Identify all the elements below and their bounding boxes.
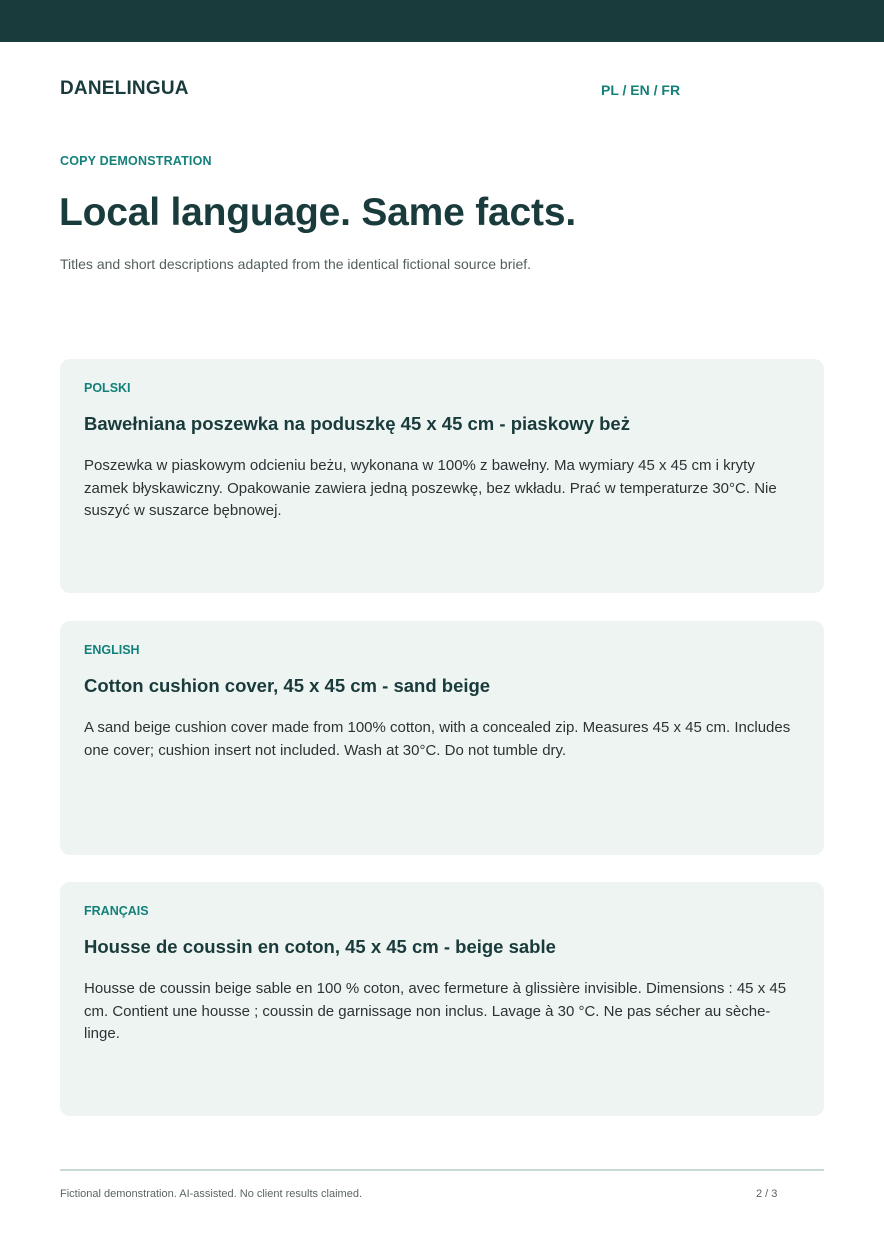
card-title: Housse de coussin en coton, 45 x 45 cm - beige sable [84, 936, 556, 957]
footer-divider [60, 1169, 824, 1171]
page-intro: Titles and short descriptions adapted from the identical fictional source brief. [60, 256, 532, 272]
page-title: Local language. Same facts. [59, 191, 576, 234]
card-description: Housse de coussin beige sable en 100 % coton, avec fermeture à glissière invisible. Dimensions : 45 x 45 cm. Contient une housse ; coussin de garnissage non inclus. Lavage à 30 °C. Ne pas sécher au sèche-linge. [84, 980, 787, 1042]
language-list: PL / EN / FR [601, 82, 681, 98]
card-language-label: POLSKI [84, 381, 131, 395]
card-title: Bawełniana poszewka na poduszkę 45 x 45 cm - piaskowy beż [84, 413, 630, 434]
card-language-label: FRANÇAIS [84, 904, 149, 918]
card-description: Poszewka w piaskowym odcieniu beżu, wykonana w 100% z bawełny. Ma wymiary 45 x 45 cm i kryty zamek błyskawiczny. Opakowanie zawiera jedną poszewkę, bez wkładu. Prać w temperaturze 30°C. Nie suszyć w suszarce bębnowej. [84, 457, 777, 519]
card-language-label: ENGLISH [84, 643, 140, 657]
section-eyebrow: COPY DEMONSTRATION [60, 154, 212, 168]
footer-disclaimer: Fictional demonstration. AI-assisted. No client results claimed. [60, 1188, 363, 1200]
card-description: A sand beige cushion cover made from 100% cotton, with a concealed zip. Measures 45 x 45 cm. Includes one cover; cushion insert not included. Wash at 30°C. Do not tumble dry. [84, 719, 791, 759]
top-color-band [0, 0, 884, 42]
language-card-french [60, 882, 824, 1116]
page-number: 2 / 3 [756, 1188, 778, 1200]
card-title: Cotton cushion cover, 45 x 45 cm - sand beige [84, 675, 491, 696]
language-card-english [60, 621, 824, 855]
language-card-polish [60, 359, 824, 593]
brand-name: DANELINGUA [60, 78, 189, 99]
